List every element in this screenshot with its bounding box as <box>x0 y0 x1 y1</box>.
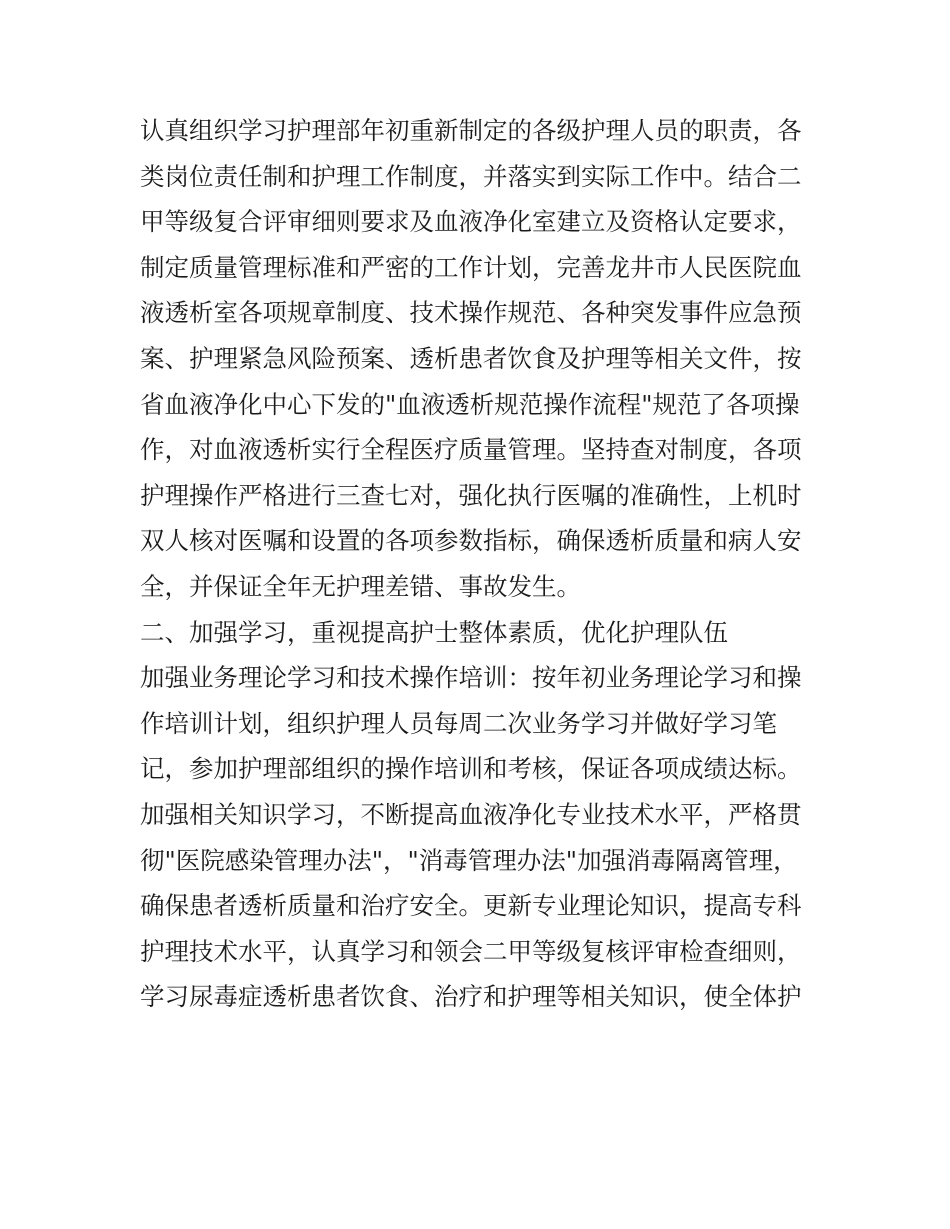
text-line: 甲等级复合评审细则要求及血液净化室建立及资格认定要求， <box>140 207 802 237</box>
text-line: 作培训计划，组织护理人员每周二次业务学习并做好学习笔 <box>140 708 777 738</box>
text-line: 制定质量管理标准和严密的工作计划，完善龙井市人民医院血 <box>140 252 802 282</box>
text-line: 案、护理紧急风险预案、透析患者饮食及护理等相关文件，按 <box>140 343 802 373</box>
text-line: 确保患者透析质量和治疗安全。更新专业理论知识，提高专科 <box>140 891 802 921</box>
text-line: 护理技术水平，认真学习和领会二甲等级复核评审检查细则， <box>140 936 802 966</box>
text-line: 彻"医院感染管理办法"，"消毒管理办法"加强消毒隔离管理， <box>140 845 798 875</box>
text-line: 加强相关知识学习，不断提高血液净化专业技术水平，严格贯 <box>140 799 802 829</box>
text-line: 类岗位责任制和护理工作制度，并落实到实际工作中。结合二 <box>140 161 802 191</box>
text-line: 加强业务理论学习和技术操作培训：按年初业务理论学习和操 <box>140 663 802 693</box>
text-line: 双人核对医嘱和设置的各项参数指标，确保透析质量和病人安 <box>140 526 802 556</box>
text-line: 全，并保证全年无护理差错、事故发生。 <box>140 571 581 601</box>
text-line: 护理操作严格进行三查七对，强化执行医嘱的准确性，上机时 <box>140 480 802 510</box>
text-line: 记，参加护理部组织的操作培训和考核，保证各项成绩达标。 <box>140 754 802 784</box>
text-line: 省血液净化中心下发的"血液透析规范操作流程"规范了各项操 <box>140 389 800 419</box>
text-line: 液透析室各项规章制度、技术操作规范、各种突发事件应急预 <box>140 298 802 328</box>
body-text <box>140 108 820 1020</box>
text-line: 作，对血液透析实行全程医疗质量管理。坚持查对制度，各项 <box>140 435 802 465</box>
text-line: 认真组织学习护理部年初重新制定的各级护理人员的职责，各 <box>140 116 802 145</box>
text-line: 学习尿毒症透析患者饮食、治疗和护理等相关知识，使全体护 <box>140 982 802 1012</box>
section-heading: 二、加强学习，重视提高护士整体素质，优化护理队伍 <box>140 617 728 647</box>
